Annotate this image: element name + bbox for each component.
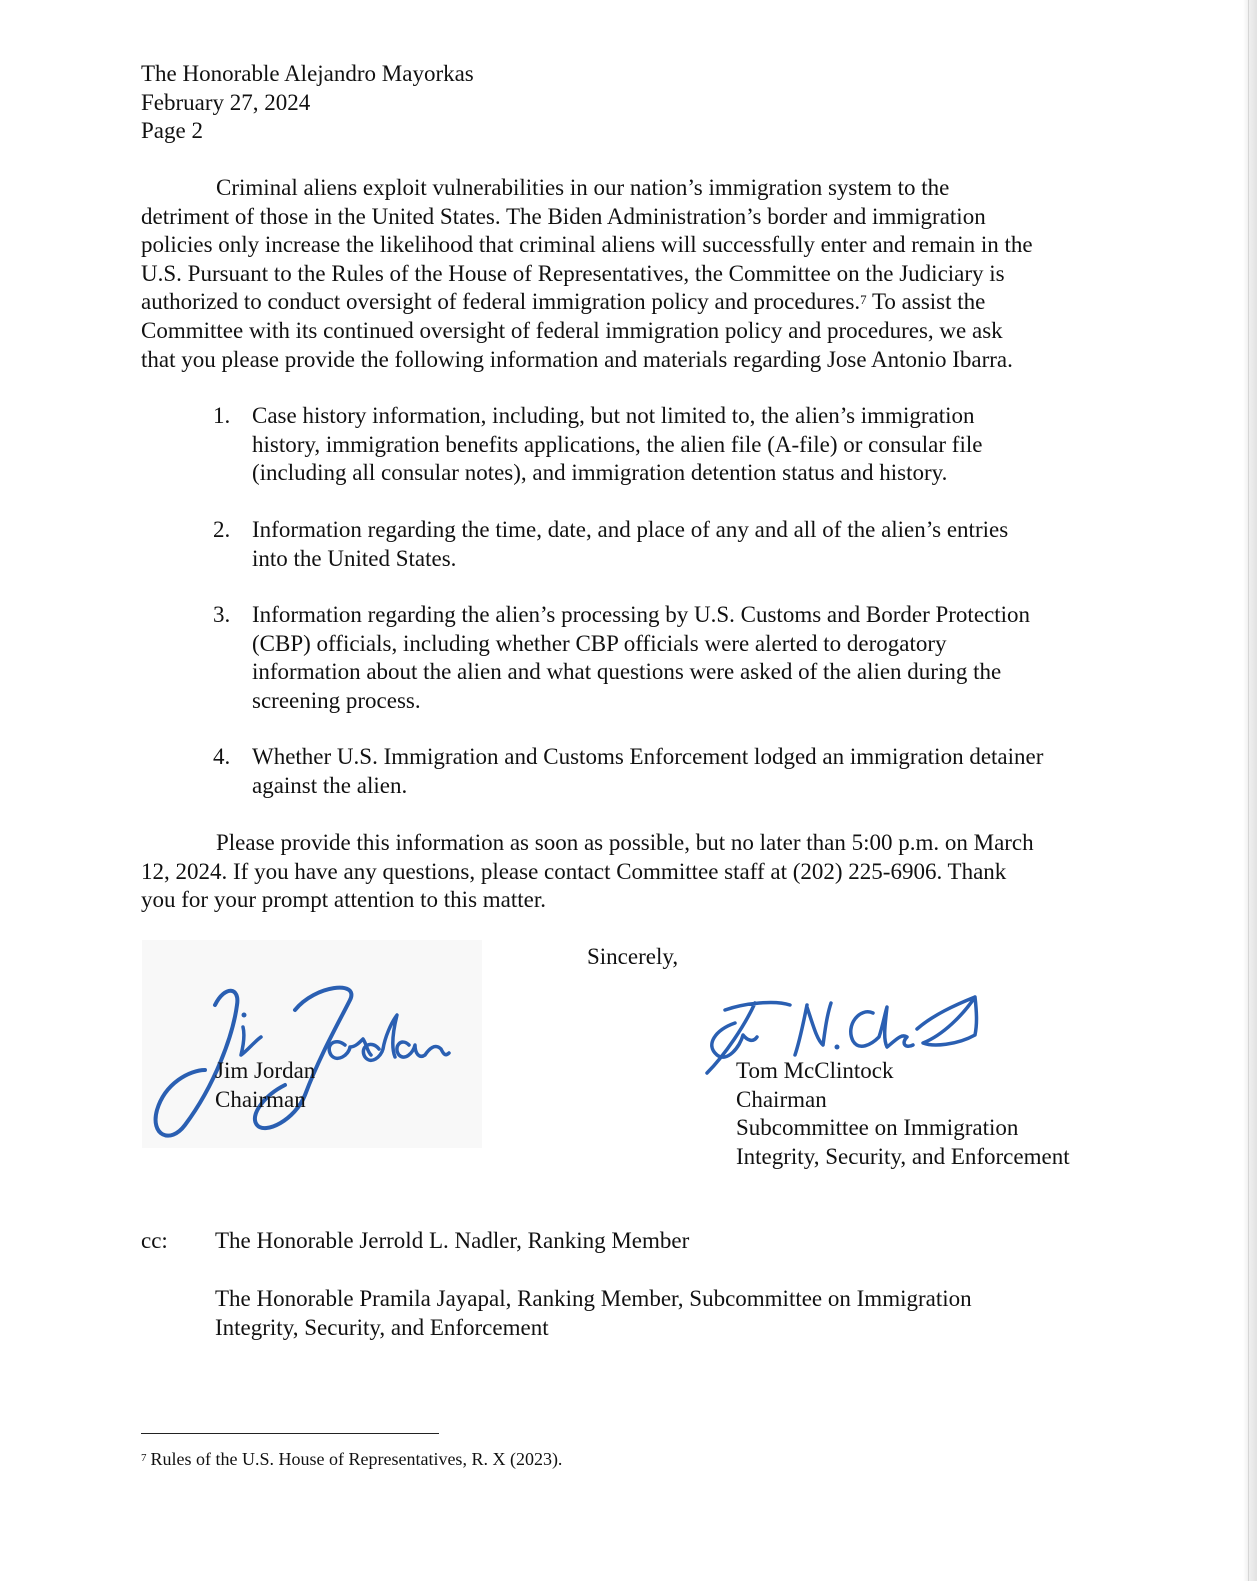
cc-recipient-line: The Honorable Jerrold L. Nadler, Ranking Member (215, 1228, 690, 1253)
request-text (252, 516, 1008, 573)
request-line: into the United States. (252, 545, 457, 571)
request-line: (CBP) officials, including whether CBP officials were alerted to derogatory (252, 630, 947, 656)
request-line: history, immigration benefits applications, the alien file (A-file) or consular file (252, 431, 983, 457)
paragraph-line-text: authorized to conduct oversight of federal immigration policy and procedures. (141, 289, 861, 315)
signer-name: Tom McClintock (736, 1058, 894, 1083)
request-text (252, 402, 982, 488)
paragraph-line: detriment of those in the United States. The Biden Administration’s border and immigration (141, 203, 986, 229)
body-paragraph-2 (141, 829, 1106, 915)
cc-label: cc: (141, 1228, 168, 1253)
page-edge-shadow (1243, 0, 1257, 1581)
paragraph-line: 12, 2024. If you have any questions, please contact Committee staff at (202) 225-6906. Thank (141, 858, 1007, 884)
request-line: Case history information, including, but not limited to, the alien’s immigration (252, 403, 975, 428)
letter-date: February 27, 2024 (141, 89, 311, 115)
signer-subcommittee-line: Integrity, Security, and Enforcement (736, 1143, 1070, 1169)
signer-title: Chairman (736, 1086, 827, 1112)
signer-subcommittee-line: Subcommittee on Immigration (736, 1115, 1019, 1141)
request-line: Information regarding the alien’s processing by U.S. Customs and Border Protection (252, 602, 1031, 627)
request-line: against the alien. (252, 772, 408, 798)
request-line: Information regarding the time, date, and place of any and all of the alien’s entries (252, 517, 1009, 542)
signer-mcclintock (736, 1057, 1070, 1171)
paragraph-line: Committee with its continued oversight of federal immigration policy and procedures, we ask (141, 317, 1003, 343)
cc-recipient-line: The Honorable Pramila Jayapal, Ranking Member, Subcommittee on Immigration (215, 1286, 972, 1311)
cc-recipient (215, 1227, 689, 1256)
paragraph-line: Please provide this information as soon as possible, but no later than 5:00 p.m. on March (216, 830, 1034, 855)
footnote-marker: 7 (141, 1452, 147, 1464)
paragraph-line-with-footnote (141, 288, 1106, 317)
request-number: 2. (213, 517, 231, 542)
page-edge-line (1248, 0, 1249, 1581)
signer-name: Jim Jordan (215, 1058, 316, 1083)
body-paragraph-1 (141, 174, 1106, 374)
request-number: 1. (213, 403, 231, 428)
addressee: The Honorable Alejandro Mayorkas (141, 61, 474, 86)
footnote-reference[interactable]: 7 (860, 292, 867, 308)
request-text (252, 743, 1043, 800)
paragraph-line: you for your prompt attention to this matter. (141, 887, 546, 913)
paragraph-line: U.S. Pursuant to the Rules of the House of Representatives, the Committee on the Judiciary is (141, 260, 1005, 286)
footnote-separator (141, 1433, 439, 1434)
signer-jordan (215, 1057, 315, 1114)
request-line: screening process. (252, 687, 421, 713)
request-line: (including all consular notes), and immigration detention status and history. (252, 460, 948, 486)
page-number: Page 2 (141, 118, 203, 144)
cc-recipient (215, 1285, 972, 1342)
request-number: 4. (213, 744, 231, 769)
paragraph-line: that you please provide the following information and materials regarding Jose Antonio Ibarra. (141, 346, 1013, 372)
paragraph-line-text: To assist the (866, 289, 986, 315)
request-text (252, 601, 1030, 715)
signer-title: Chairman (215, 1086, 306, 1112)
request-line: information about the alien and what questions were asked of the alien during the (252, 659, 1002, 685)
cc-recipient-line: Integrity, Security, and Enforcement (215, 1314, 549, 1340)
paragraph-line: policies only increase the likelihood that criminal aliens will successfully enter and remain in the (141, 232, 1033, 258)
footnote (141, 1448, 562, 1470)
request-number: 3. (213, 602, 231, 627)
request-line: Whether U.S. Immigration and Customs Enforcement lodged an immigration detainer (252, 744, 1044, 769)
paragraph-line: Criminal aliens exploit vulnerabilities in our nation’s immigration system to the (216, 175, 950, 200)
footnote-text: Rules of the U.S. House of Representatives, R. X (2023). (150, 1449, 563, 1469)
letter-header (141, 60, 474, 146)
closing: Sincerely, (587, 944, 679, 969)
